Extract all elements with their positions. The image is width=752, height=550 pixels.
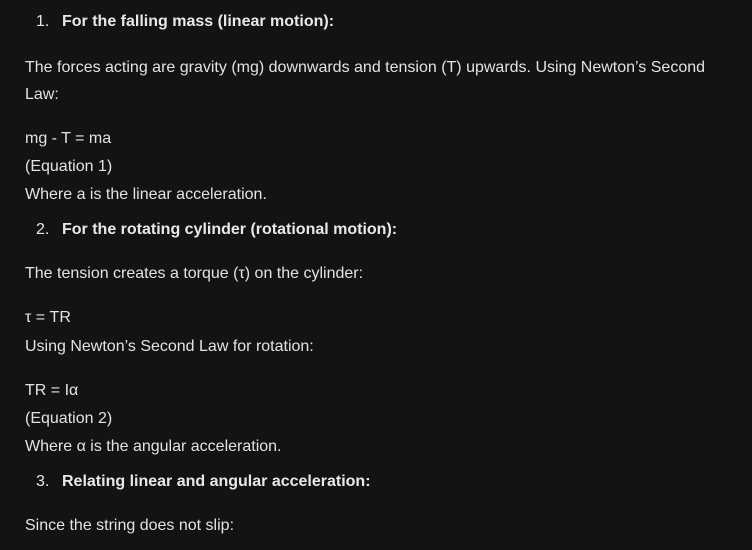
section-2-title: For the rotating cylinder (rotational motion): xyxy=(62,221,398,238)
equation-2-label: (Equation 2) xyxy=(25,410,113,427)
linear-acceleration-note: Where a is the linear acceleration. xyxy=(25,186,267,203)
section-3-number: 3. xyxy=(36,473,50,490)
section-2-number: 2. xyxy=(36,221,50,238)
angular-acceleration-note: Where α is the angular acceleration. xyxy=(25,438,282,455)
section-3-heading xyxy=(36,471,371,493)
rotation-law-note: Using Newton’s Second Law for rotation: xyxy=(25,338,314,355)
section-1-heading xyxy=(36,11,334,33)
section-2-heading xyxy=(36,219,397,241)
equation-torque: τ = TR xyxy=(25,309,71,326)
section-1-number: 1. xyxy=(36,13,50,30)
section-1-title: For the falling mass (linear motion): xyxy=(62,13,335,30)
equation-mg-t-ma: mg - T = ma xyxy=(25,130,112,147)
section-3-title: Relating linear and angular acceleration: xyxy=(62,473,371,490)
section-1-intro: The forces acting are gravity (mg) downwards and tension (T) upwards. Using Newton’s Second Law: xyxy=(25,59,706,103)
section-3-intro: Since the string does not slip: xyxy=(25,517,235,534)
equation-tr-ialpha: TR = Iα xyxy=(25,382,79,399)
section-2-intro: The tension creates a torque (τ) on the cylinder: xyxy=(25,265,364,282)
equation-1-label: (Equation 1) xyxy=(25,158,113,175)
